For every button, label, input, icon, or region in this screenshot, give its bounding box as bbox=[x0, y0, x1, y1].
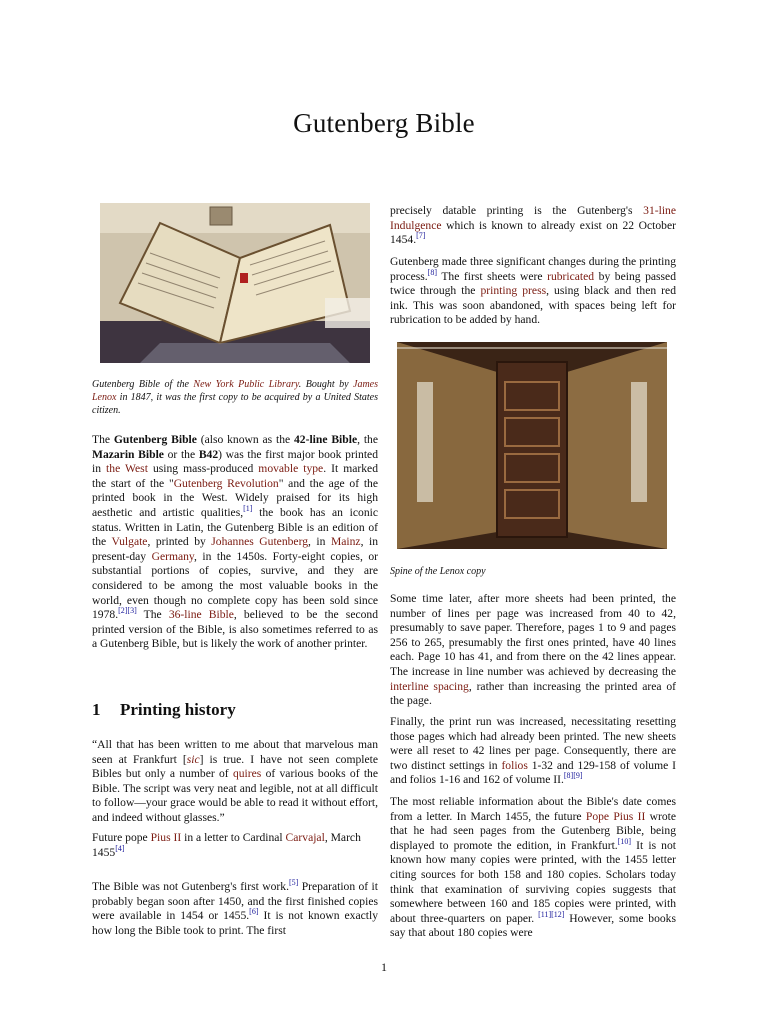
citation-link[interactable]: [4] bbox=[115, 843, 125, 853]
intro-paragraph: The Gutenberg Bible (also known as the 42-line Bible, the Mazarin Bible or the B42) was the first major book printed in the West using mass-produced movable type. It marked the start of the "Gutenberg Revolution" and the age of the printed book in the West. Widely praised for its high aesthetic and artistic qualities,[1] the book has an iconic status. Written in Latin, the Gutenberg Bible is an edition of the Vulgate, printed by Johannes Gutenberg, in Mainz, in present-day Germany, in the 1450s. Forty-eight copies, or substantial portions of copies, survive, and they are considered to be among the most valuable books in the world, even though no complete copy has been sold since 1978.[2][3] The 36-line Bible, believed to be the second printed version of the Bible, is also sometimes referred to as a Gutenberg Bible, but is likely the work of another printer. bbox=[92, 433, 378, 651]
quote-attribution: Future pope Pius II in a letter to Cardinal Carvajal, March 1455[4] bbox=[92, 831, 361, 859]
book-spine-photo-icon bbox=[397, 342, 667, 549]
link-36-line-bible[interactable]: 36-line Bible bbox=[168, 608, 234, 622]
open-book-photo-icon bbox=[100, 203, 370, 363]
link-gutenberg-revolution[interactable]: Gutenberg Revolution bbox=[173, 476, 279, 490]
link-quires[interactable]: quires bbox=[232, 767, 262, 781]
link-sic[interactable]: sic bbox=[186, 752, 200, 766]
citation-link[interactable]: [8] bbox=[427, 267, 437, 277]
link-mainz[interactable]: Mainz bbox=[330, 535, 361, 549]
citation-link[interactable]: [2][3] bbox=[118, 606, 137, 616]
link-printing-press[interactable]: printing press bbox=[480, 284, 547, 298]
body-paragraph: precisely datable printing is the Gutenberg's 31-line Indulgence which is known to already exist on 22 October 1454.[7] bbox=[390, 204, 676, 247]
body-paragraph: Gutenberg made three significant changes during the printing process.[8] The first sheets were rubricated by being passed twice through the printing press, using black and then red ink. This was soon abandoned, with spaces being left for rubrication to be added by hand. bbox=[390, 255, 676, 327]
section-heading bbox=[92, 700, 378, 720]
figure-2-caption: Spine of the Lenox copy bbox=[390, 566, 486, 577]
figure-1-caption: Gutenberg Bible of the New York Public Library. Bought by James Lenox in 1847, it was the first copy to be acquired by a United States citizen. bbox=[92, 379, 378, 416]
citation-link[interactable]: [7] bbox=[416, 231, 426, 241]
citation-link[interactable]: [8][9] bbox=[563, 771, 583, 781]
link-germany[interactable]: Germany bbox=[151, 549, 194, 563]
citation-link[interactable]: [6] bbox=[249, 907, 259, 917]
quote-paragraph: “All that has been written to me about that marvelous man seen at Frankfurt [sic] is true. I have not seen complete Bibles but only a number of quires of various books of the Bible. The script was very neat and legible, not at all difficult to follow—your grace would be able to read it without effort, and indeed without glasses.” bbox=[92, 738, 378, 824]
citation-link[interactable]: [11][12] bbox=[534, 909, 565, 919]
link-rubricated[interactable]: rubricated bbox=[547, 269, 595, 283]
link-johannes-gutenberg[interactable]: Johannes Gutenberg bbox=[211, 535, 309, 549]
link-folios[interactable]: folios bbox=[501, 758, 528, 772]
body-paragraph: The Bible was not Gutenberg's first work.[5] Preparation of it probably began soon after 1450, and the first finished copies were available in 1454 or 1455.[6] It is not known exactly how long the Bible took to print. The first bbox=[92, 878, 379, 937]
page-title: Gutenberg Bible bbox=[293, 108, 475, 138]
link-carvajal[interactable]: Carvajal bbox=[285, 831, 325, 844]
link-pope-pius-ii[interactable]: Pope Pius II bbox=[585, 809, 646, 823]
link-pius-ii[interactable]: Pius II bbox=[150, 831, 182, 844]
link-james-lenox[interactable]: James Lenox bbox=[92, 379, 378, 403]
link-vulgate[interactable]: Vulgate bbox=[111, 535, 148, 549]
body-paragraph: The most reliable information about the Bible's date comes from a letter. In March 1455, the future Pope Pius II wrote that he had seen pages from the Gutenberg Bible, being displayed to promote the edition, in Frankfurt.[10] It is not known how many copies were printed, with the 1455 letter citing sources for both 158 and 180 copies. Scholars today think that examination of surviving copies suggests that somewhere between 160 and 185 copies were printed, with about three-quarters on paper. [11][12] However, some books say that about 180 copies were bbox=[390, 795, 677, 940]
link-movable-type[interactable]: movable type bbox=[258, 462, 324, 476]
body-paragraph: Some time later, after more sheets had been printed, the number of lines per page was increased from 40 to 42, presumably to save paper. Therefore, pages 1 to 9 and pages 256 to 265, presumably the first ones printed, have 40 lines each. Page 10 has 41, and from there on the 42 lines appear. The increase in line number was achieved by decreasing the interline spacing, rather than increasing the printed area of the page. bbox=[390, 592, 676, 708]
section-number: 1 bbox=[92, 700, 101, 719]
link-the-west[interactable]: the West bbox=[106, 462, 148, 476]
link-interline-spacing[interactable]: interline spacing bbox=[390, 679, 469, 693]
link-31-line-indulgence[interactable]: 31-line Indulgence bbox=[390, 204, 676, 232]
citation-link[interactable]: [10] bbox=[617, 836, 632, 846]
section-title: Printing history bbox=[120, 700, 236, 719]
body-paragraph: Finally, the print run was increased, necessitating resetting those pages which had already been printed. The new sheets were all reset to 42 lines per page. Consequently, there are two distinct settings in folios 1-32 and 129-158 of volume I and folios 1-16 and 162 of volume II.[8][9] bbox=[390, 715, 676, 787]
citation-link[interactable]: [5] bbox=[288, 878, 299, 888]
page-number: 1 bbox=[381, 960, 387, 974]
link-new-york-public-library[interactable]: New York Public Library bbox=[193, 379, 299, 390]
citation-link[interactable]: [1] bbox=[243, 504, 253, 514]
